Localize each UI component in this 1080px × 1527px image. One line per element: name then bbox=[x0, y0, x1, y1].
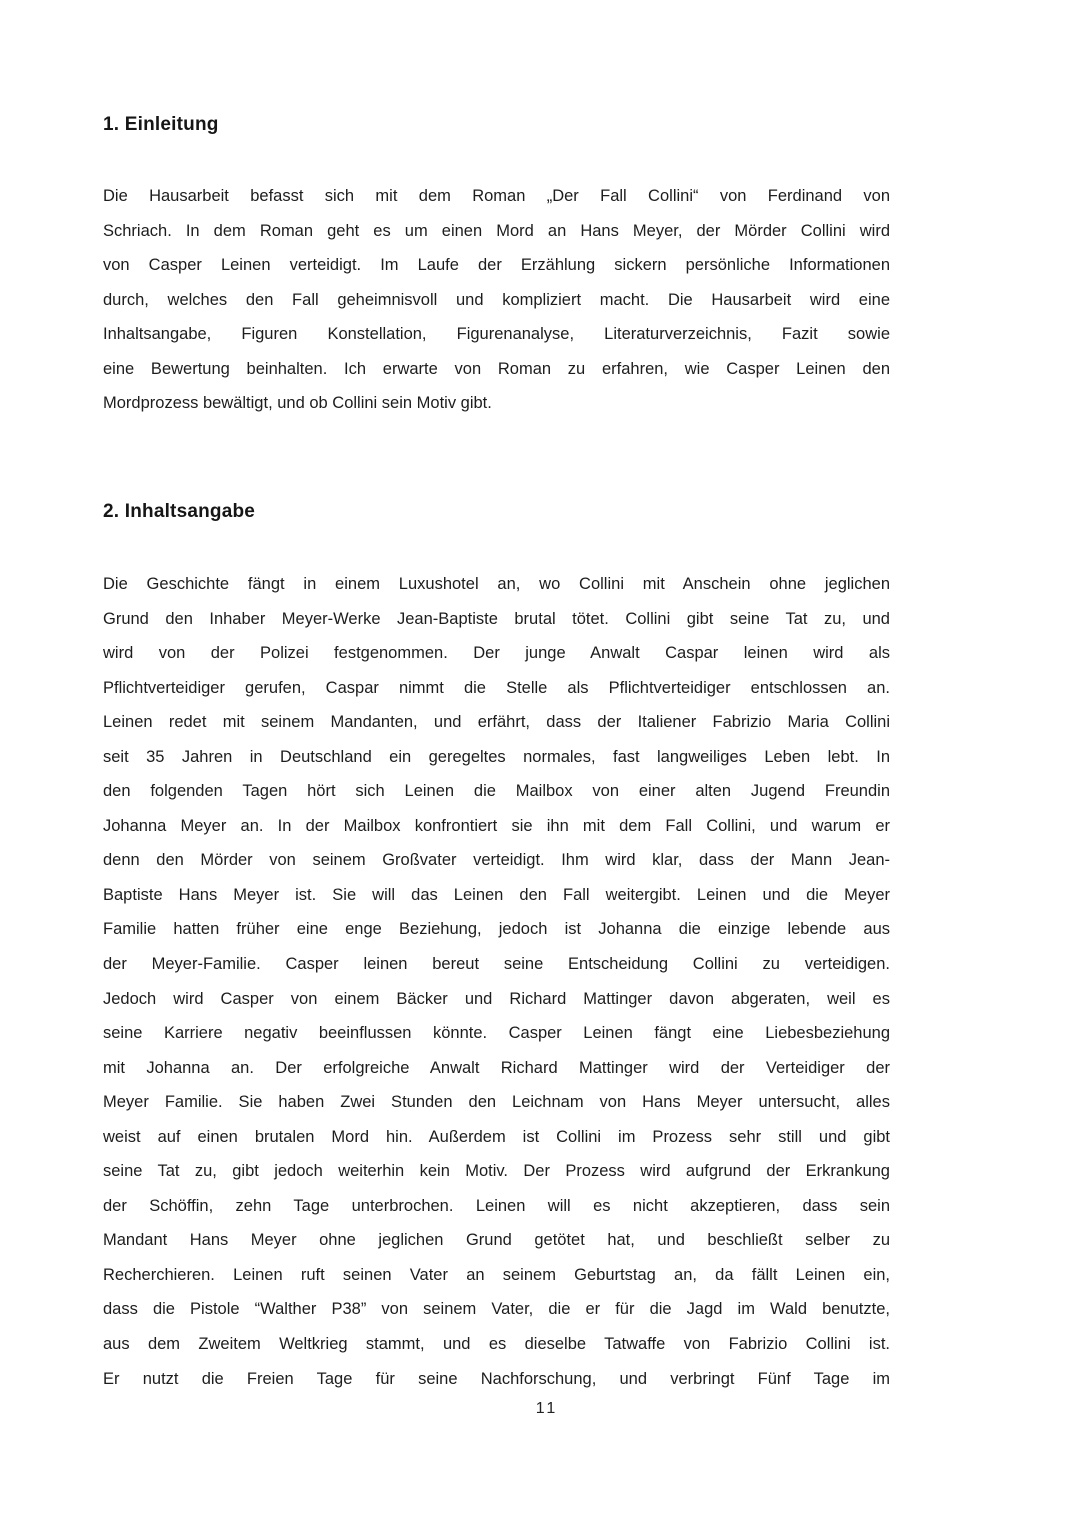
text-line: Meyer Familie. Sie haben Zwei Stunden den Leichnam von Hans Meyer untersucht, alles bbox=[103, 1093, 890, 1112]
text-line: Die Geschichte fängt in einem Luxushotel an, wo Collini mit Anschein ohne jeglichen bbox=[103, 575, 890, 593]
text-line: der Meyer-Familie. Casper leinen bereut seine Entscheidung Collini zu verteidigen. bbox=[103, 955, 890, 974]
text-line: Recherchieren. Leinen ruft seinen Vater an seinem Geburtstag an, da fällt Leinen ein, bbox=[103, 1265, 890, 1284]
text-line: dass die Pistole “Walther P38” von seinem Vater, die er für die Jagd im Wald benutzte, bbox=[103, 1300, 890, 1319]
text-line: Johanna Meyer an. In der Mailbox konfrontiert sie ihn mit dem Fall Collini, und warum er bbox=[103, 816, 890, 835]
text-line: Baptiste Hans Meyer ist. Sie will das Leinen den Fall weitergibt. Leinen und die Meyer bbox=[103, 885, 890, 904]
section-heading: 1. Einleitung bbox=[103, 114, 219, 135]
text-line: Mandant Hans Meyer ohne jeglichen Grund getötet hat, und beschließt selber zu bbox=[103, 1231, 890, 1250]
text-line: aus dem Zweitem Weltkrieg stammt, und es dieselbe Tatwaffe von Fabrizio Collini ist. bbox=[103, 1335, 890, 1354]
text-line: seit 35 Jahren in Deutschland ein geregeltes normales, fast langweiliges Leben lebt. In bbox=[103, 747, 890, 766]
text-line: seine Tat zu, gibt jedoch weiterhin kein Motiv. Der Prozess wird aufgrund der Erkrankung bbox=[103, 1162, 890, 1181]
text-line: Die Hausarbeit befasst sich mit dem Roman „Der Fall Collini“ von Ferdinand von bbox=[103, 187, 890, 205]
text-line: weist auf einen brutalen Mord hin. Außerdem ist Collini im Prozess sehr still und gibt bbox=[103, 1127, 890, 1146]
text-line: denn den Mörder von seinem Großvater verteidigt. Ihm wird klar, dass der Mann Jean- bbox=[103, 851, 890, 870]
text-line: mit Johanna an. Der erfolgreiche Anwalt Richard Mattinger wird der Verteidiger der bbox=[103, 1058, 890, 1077]
text-line: der Schöffin, zehn Tage unterbrochen. Leinen will es nicht akzeptieren, dass sein bbox=[103, 1196, 890, 1215]
text-line: wird von der Polizei festgenommen. Der junge Anwalt Caspar leinen wird als bbox=[103, 644, 890, 663]
text-line: Grund den Inhaber Meyer-Werke Jean-Baptiste brutal tötet. Collini gibt seine Tat zu, und bbox=[103, 609, 890, 628]
text-line: Inhaltsangabe, Figuren Konstellation, Figurenanalyse, Literaturverzeichnis, Fazit sowie bbox=[103, 325, 890, 344]
text-line: Jedoch wird Casper von einem Bäcker und Richard Mattinger davon abgeraten, weil es bbox=[103, 989, 890, 1008]
text-line: von Casper Leinen verteidigt. Im Laufe der Erzählung sickern persönliche Informationen bbox=[103, 256, 890, 275]
paragraph bbox=[103, 179, 890, 421]
text-line: Familie hatten früher eine enge Beziehung, jedoch ist Johanna die einzige lebende aus bbox=[103, 920, 890, 939]
text-line: Pflichtverteidiger gerufen, Caspar nimmt die Stelle als Pflichtverteidiger entschlossen an. bbox=[103, 678, 890, 697]
paragraph bbox=[103, 567, 890, 1396]
text-line: Er nutzt die Freien Tage für seine Nachforschung, und verbringt Fünf Tage im bbox=[103, 1369, 890, 1388]
text-line: eine Bewertung beinhalten. Ich erwarte von Roman zu erfahren, wie Casper Leinen den bbox=[103, 359, 890, 378]
section-heading: 2. Inhaltsangabe bbox=[103, 501, 256, 522]
page-number: 11 bbox=[535, 1400, 559, 1417]
text-line: durch, welches den Fall geheimnisvoll und kompliziert macht. Die Hausarbeit wird eine bbox=[103, 290, 890, 309]
text-line: seine Karriere negativ beeinflussen könnte. Casper Leinen fängt eine Liebesbeziehung bbox=[103, 1024, 890, 1043]
page-content bbox=[103, 0, 890, 1527]
text-line: Schriach. In dem Roman geht es um einen Mord an Hans Meyer, der Mörder Collini wird bbox=[103, 221, 890, 240]
text-line: den folgenden Tagen hört sich Leinen die Mailbox von einer alten Jugend Freundin bbox=[103, 782, 890, 801]
text-line: Mordprozess bewältigt, und ob Collini sein Motiv gibt. bbox=[103, 394, 492, 413]
text-line: Leinen redet mit seinem Mandanten, und erfährt, dass der Italiener Fabrizio Maria Collini bbox=[103, 713, 890, 732]
